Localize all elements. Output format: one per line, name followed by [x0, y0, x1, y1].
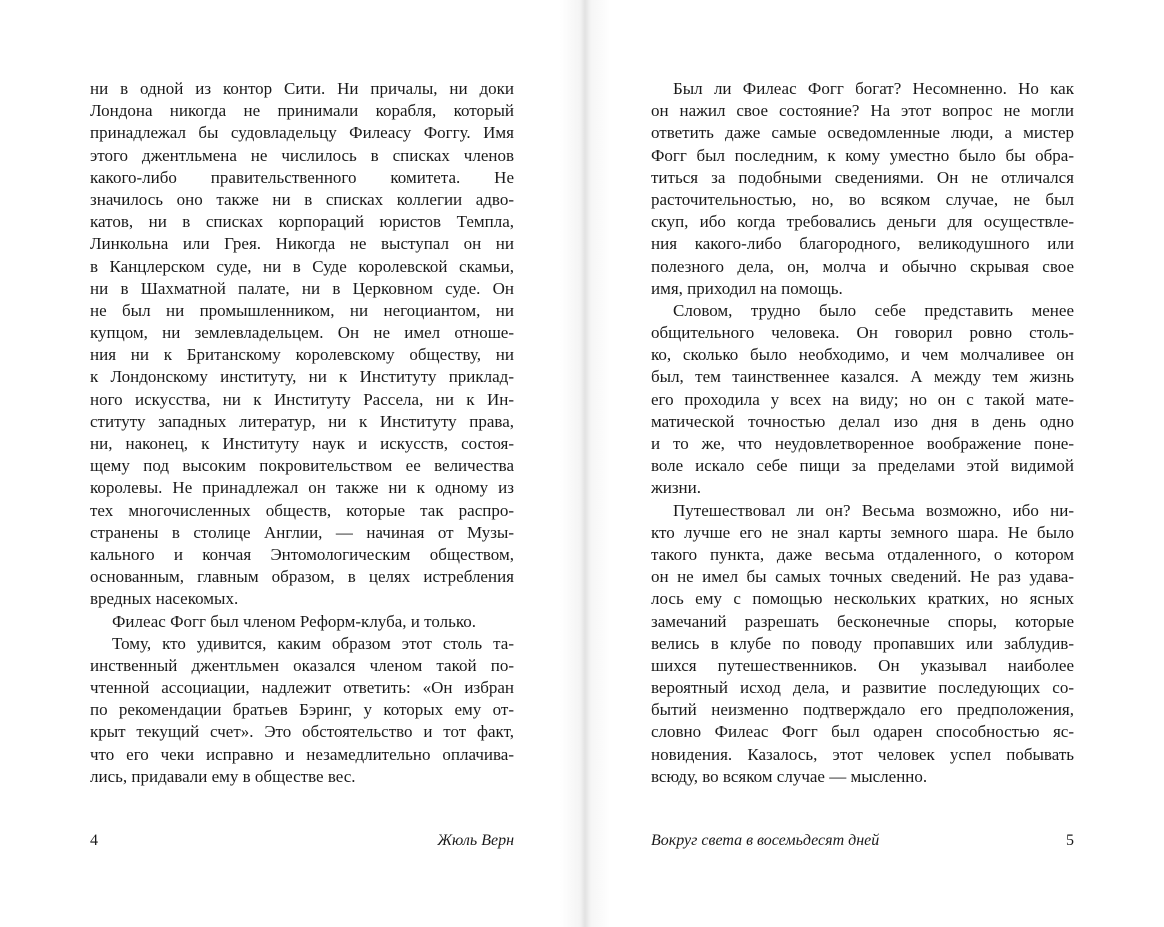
text-line: Словом, трудно было себе представить менее: [673, 300, 1074, 320]
text-line: купцом, ни землевладельцем. Он не имел отноше-: [90, 323, 514, 343]
text-line: он нажил свое состояние? На этот вопрос не могли: [651, 101, 1074, 121]
text-line: в Канцлерском суде, ни в Суде королевской скамьи,: [90, 256, 514, 276]
text-line: имя, приходил на помощь.: [651, 278, 843, 298]
text-line: матической точностью делал изо дня в день одно: [651, 411, 1074, 431]
text-line: ко, сколько было необходимо, и чем молчаливее он: [651, 345, 1074, 365]
text-line: щему под высоким покровительством ее величества: [90, 456, 514, 476]
text-line: титься за подобными сведениями. Он не отличался: [651, 167, 1074, 187]
text-line: ституту западных литератур, ни к Институту права,: [90, 411, 514, 431]
text-line: Фогг был последним, к кому уместно было бы обра-: [651, 145, 1074, 165]
text-line: его проходила у всех на виду; но он с такой мате-: [651, 389, 1074, 409]
text-line: воле искало себе пищи за пределами этой видимой: [651, 456, 1074, 476]
text-line: ни в Шахматной палате, ни в Церковном суде. Он: [90, 278, 514, 298]
text-line: словно Филеас Фогг был одарен способностью яс-: [651, 722, 1074, 742]
text-line: принадлежал бы судовладельцу Филеасу Фоггу. Имя: [90, 123, 514, 143]
text-line: велись в клубе по поводу пропавших или заблудив-: [651, 633, 1074, 653]
text-line: Тому, кто удивится, каким образом этот столь та-: [112, 633, 514, 653]
page-number: 4: [90, 832, 98, 849]
text-line: чтенной ассоциации, надлежит ответить: «Он избран: [90, 678, 514, 698]
right-page-text: [651, 78, 1074, 788]
text-line: полезного дела, он, молча и обычно скрывая свое: [651, 256, 1074, 276]
text-line: Лондона никогда не принимали корабля, который: [90, 101, 514, 121]
text-line: новидения. Казалось, этот человек успел побывать: [651, 744, 1074, 764]
right-page-footer: [651, 830, 1074, 852]
page-number: 5: [1066, 832, 1074, 849]
text-line: жизни.: [651, 478, 702, 498]
text-line: не был ни промышленником, ни негоциантом, ни: [90, 300, 514, 320]
text-line: инственный джентльмен оказался членом такой по-: [90, 655, 514, 675]
text-line: лось ему с помощью нескольких кратких, но ясных: [651, 589, 1074, 609]
running-title-book: Вокруг света в восемьдесят дней: [651, 832, 880, 849]
text-line: катов, ни в списках корпораций юристов Темпла,: [90, 212, 514, 232]
text-line: кто лучше его не знал карты земного шара. Не было: [651, 522, 1074, 542]
text-line: крыт текущий счет». Это обстоятельство и тот факт,: [90, 722, 514, 742]
text-line: по рекомендации братьев Бэринг, у которых ему от-: [90, 700, 514, 720]
text-line: тех многочисленных обществ, которые так распро-: [90, 500, 514, 520]
text-line: всюду, во всяком случае — мысленно.: [651, 766, 928, 786]
text-line: ния ни к Британскому королевскому обществу, ни: [90, 345, 514, 365]
text-line: основанным, главным образом, в целях истребления: [90, 567, 514, 587]
book-gutter-shadow: [560, 0, 610, 927]
text-line: какого-либо правительственного комитета. Не: [90, 167, 514, 187]
text-line: к Лондонскому институту, ни к Институту приклад-: [90, 367, 514, 387]
text-line: королевы. Не принадлежал он также ни к одному из: [90, 478, 514, 498]
left-page-footer: [90, 830, 514, 852]
text-line: что его чеки исправно и незамедлительно оплачива-: [90, 744, 514, 764]
text-line: общительного человека. Он говорил ровно столь-: [651, 323, 1074, 343]
text-line: ни, наконец, к Институту наук и искусств, состоя-: [90, 434, 514, 453]
text-line: такого пункта, даже весьма отдаленного, о котором: [651, 544, 1074, 564]
text-line: Линкольна или Грея. Никогда не выступал он ни: [90, 234, 514, 254]
text-line: Филеас Фогг был членом Реформ-клуба, и только.: [112, 611, 476, 631]
text-line: скуп, ибо когда требовались деньги для осуществле-: [651, 212, 1074, 232]
running-title-author: Жюль Верн: [437, 832, 514, 849]
text-line: вероятный исход дела, и развитие последующих со-: [651, 678, 1074, 698]
text-line: он не имел бы самых точных сведений. Не раз удава-: [651, 567, 1074, 587]
left-page-text: [90, 78, 514, 788]
text-line: расточительностью, но, во всяком случае, не был: [651, 189, 1074, 209]
text-line: ния какого-либо благородного, великодушного или: [651, 234, 1074, 254]
text-line: значилось оно также ни в списках коллегии адво-: [90, 189, 514, 209]
text-line: был, тем таинственнее казался. А между тем жизнь: [651, 367, 1074, 387]
text-line: Был ли Филеас Фогг богат? Несомненно. Но как: [673, 79, 1074, 98]
text-line: вредных насекомых.: [90, 589, 239, 609]
text-line: и то же, что неудовлетворенное воображение поне-: [651, 434, 1074, 453]
text-line: странены в столице Англии, — начиная от Музы-: [90, 522, 514, 542]
text-line: ного искусства, ни к Институту Рассела, ни к Ин-: [90, 389, 514, 409]
text-line: кального и кончая Энтомологическим обществом,: [90, 544, 514, 564]
text-line: замечаний разрешать бесконечные споры, которые: [651, 611, 1074, 631]
text-line: этого джентльмена не числилось в списках членов: [90, 145, 514, 165]
text-line: Путешествовал ли он? Весьма возможно, ибо ни-: [673, 500, 1074, 520]
text-line: шихся путешественников. Он указывал наиболее: [651, 655, 1074, 675]
text-line: лись, придавали ему в обществе вес.: [90, 766, 356, 786]
text-line: ответить даже самые осведомленные люди, а мистер: [651, 123, 1074, 143]
text-line: ни в одной из контор Сити. Ни причалы, ни доки: [90, 79, 514, 98]
text-line: бытий неизменно подтверждало его предположения,: [651, 700, 1074, 720]
